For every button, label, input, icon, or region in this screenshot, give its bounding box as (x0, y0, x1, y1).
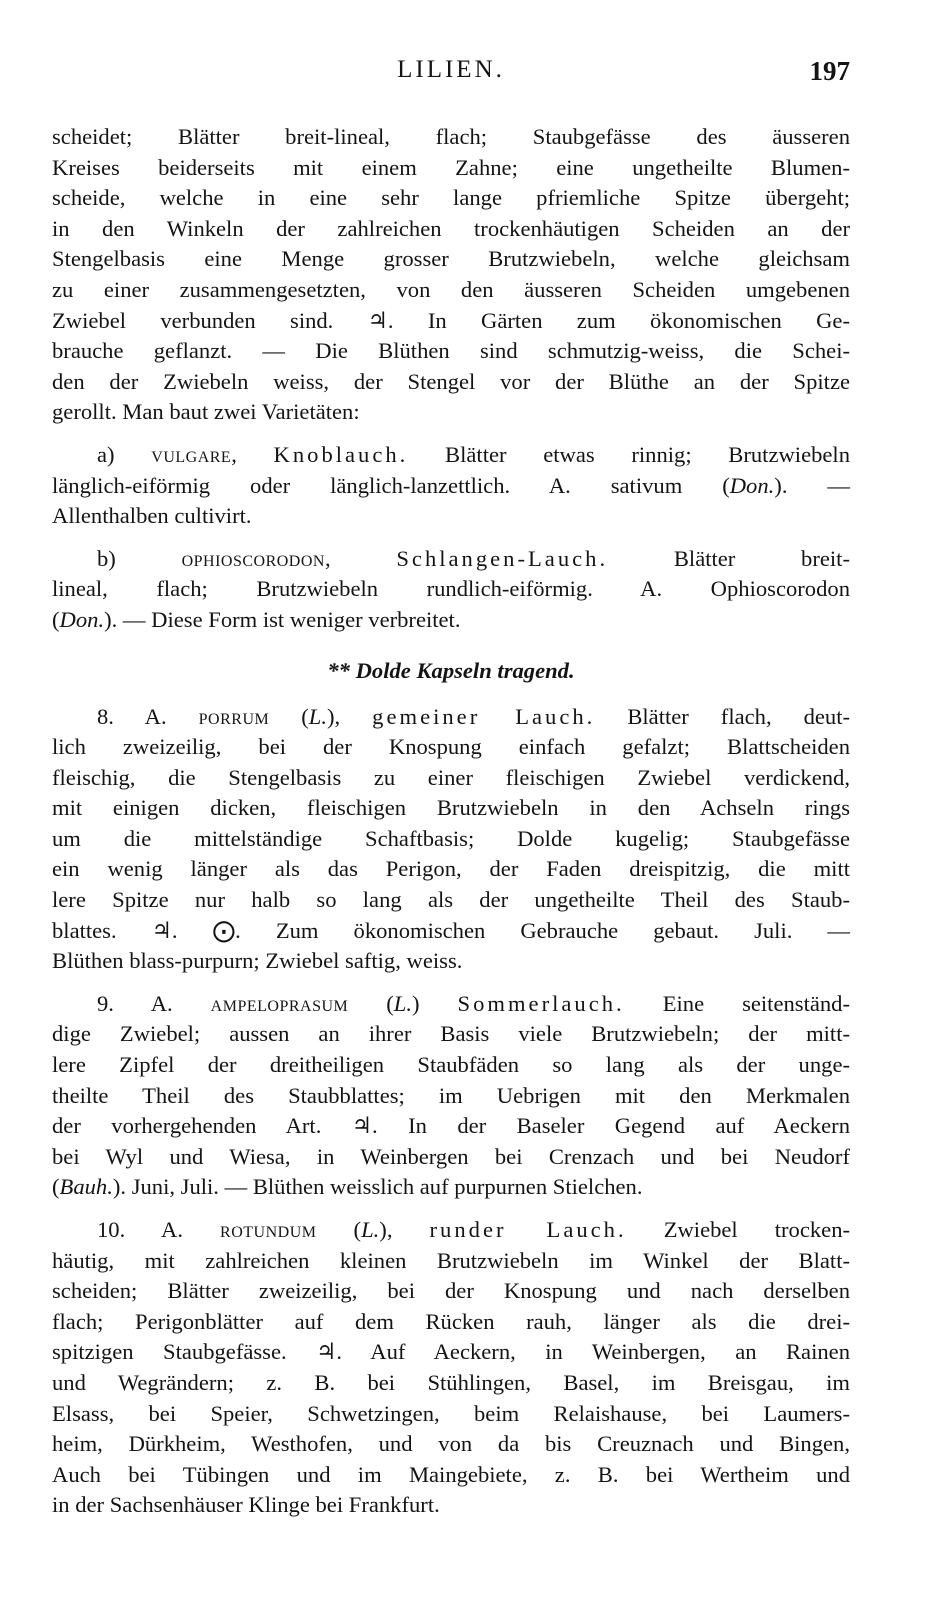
text-line: scheidet; Blätter breit-lineal, flach; Staubgefässe des äusseren (52, 124, 850, 149)
text-line: bei Wyl und Wiesa, in Weinbergen bei Crenzach und bei Neudorf (52, 1143, 850, 1169)
text-line (52, 605, 850, 636)
authority: Bauh. (59, 1174, 113, 1200)
text-line (52, 1215, 850, 1246)
text-run: ( (353, 1217, 362, 1242)
text-run: ( (301, 703, 309, 729)
common-name: runder Lauch. (429, 1217, 627, 1242)
text-line (52, 989, 850, 1020)
text-run: Blätter etwas rinnig; Brutzwiebeln (445, 441, 851, 467)
text-run: ( (386, 990, 394, 1016)
text-run: ), (379, 1217, 393, 1242)
text-line: Elsass, bei Speier, Schwetzingen, beim Relaishause, bei Laumers- (52, 1400, 850, 1426)
text-run: Zwiebel trocken- (663, 1217, 851, 1242)
text-line (52, 702, 850, 733)
authority: L. (308, 703, 327, 729)
text-line: scheiden; Blätter zweizeilig, bei der Knospung und nach derselben (52, 1278, 850, 1304)
text-line: mit einigen dicken, fleischigen Brutzwiebeln in den Achseln rings (52, 795, 850, 821)
page-body (52, 122, 850, 1521)
text-line: den der Zwiebeln weiss, der Stengel vor der Blüthe an der Spitze (52, 368, 850, 394)
text-line: Allenthalben cultivirt. (52, 503, 252, 529)
text-line: der vorhergehenden Art. ♃. In der Baseler Gegend auf Aeckern (52, 1113, 850, 1139)
variety-label: a) (97, 441, 115, 467)
text-line: gerollt. Man baut zwei Varietäten: (52, 399, 360, 425)
text-run: ). Juni, Juli. — Blüthen weisslich auf purpurnen Stielchen. (112, 1174, 643, 1200)
variety-name: ophioscorodon (181, 545, 325, 571)
text-line: theilte Theil des Staubblattes; im Uebrigen mit den Merkmalen (52, 1082, 850, 1108)
species-9-paragraph (52, 989, 850, 1203)
book-page (52, 56, 850, 1521)
species-8-paragraph (52, 702, 850, 977)
text-line: Stengelbasis eine Menge grosser Brutzwiebeln, welche gleichsam (52, 246, 850, 272)
species-number: 9. A. (97, 990, 173, 1016)
variety-b-paragraph (52, 544, 850, 636)
authority: L. (361, 1217, 380, 1242)
text-line: flach; Perigonblätter auf dem Rücken rauh, länger als die drei- (52, 1308, 850, 1334)
text-line: Kreises beiderseits mit einem Zahne; eine ungetheilte Blumen- (52, 154, 850, 180)
species-10-paragraph (52, 1215, 850, 1521)
text-line: zu einer zusammengesetzten, von den äusseren Scheiden umgebenen (52, 276, 850, 302)
text-line: blattes. ♃. ⨀. Zum ökonomischen Gebrauche gebaut. Juli. — (52, 917, 850, 943)
text-run: ( (52, 1174, 60, 1200)
text-line: b) ophioscorodon, Schlangen-Lauch. Blätter breit- (97, 545, 850, 571)
text-run: Eine seitenständ- (662, 990, 851, 1016)
text-line (52, 471, 850, 502)
text-line: heim, Dürkheim, Westhofen, und von da bis Creuznach und Bingen, (52, 1431, 850, 1457)
text-line: um die mittelständige Schaftbasis; Dolde kugelig; Staubgefässe (52, 825, 850, 851)
text-line: und Wegrändern; z. B. bei Stühlingen, Basel, im Breisgau, im (52, 1369, 850, 1395)
text-line: in den Winkeln der zahlreichen trockenhäutigen Scheiden an der (52, 215, 850, 241)
text-run: ) (412, 990, 420, 1016)
common-name: gemeiner Lauch. (372, 703, 596, 729)
variety-label: b) (97, 545, 116, 571)
text-line: Auch bei Tübingen und im Maingebiete, z. B. bei Wertheim und (52, 1461, 850, 1487)
text-line: Blüthen blass-purpurn; Zwiebel saftig, weiss. (52, 948, 463, 974)
text-run: Blätter flach, deut- (627, 703, 851, 729)
text-line: lich zweizeilig, bei der Knospung einfach gefalzt; Blattscheiden (52, 734, 850, 760)
common-name: Sommerlauch. (457, 990, 625, 1016)
variety-name: vulgare (151, 441, 232, 467)
page-header (52, 56, 850, 96)
continuation-paragraph (52, 122, 850, 428)
text-line: fleischig, die Stengelbasis zu einer fleischigen Zwiebel verdickend, (52, 764, 850, 790)
text-line: in der Sachsenhäuser Klinge bei Frankfurt. (52, 1492, 440, 1518)
text-line: lineal, flach; Brutzwiebeln rundlich-eiförmig. A. Ophioscorodon (52, 576, 850, 602)
text-line: häutig, mit zahlreichen kleinen Brutzwiebeln im Winkel der Blatt- (52, 1247, 850, 1273)
text-run: ( (52, 606, 60, 632)
authority: Don. (729, 472, 775, 498)
authority: Don. (59, 606, 105, 632)
text-run: länglich-eiförmig oder länglich-lanzettlich. A. sativum ( (52, 472, 730, 498)
text-line (52, 1172, 850, 1203)
species-number: 8. A. (97, 703, 167, 729)
text-line: brauche geflanzt. — Die Blüthen sind schmutzig-weiss, die Schei- (52, 338, 850, 364)
authority: L. (393, 990, 413, 1016)
text-line: lere Zipfel der dreitheiligen Staubfäden so lang als der unge- (52, 1052, 850, 1078)
section-heading: ** Dolde Kapseln tragend. (327, 657, 575, 683)
text-line: Zwiebel verbunden sind. ♃. In Gärten zum ökonomischen Ge- (52, 307, 850, 333)
text-run: ), (326, 703, 341, 729)
text-line: ein wenig länger als das Perigon, der Faden dreispitzig, die mitt (52, 856, 850, 882)
common-name: Knoblauch. (273, 441, 409, 467)
text-run: Blätter breit- (673, 545, 850, 571)
species-name: rotundum (220, 1217, 317, 1242)
text-line: spitzigen Staubgefässe. ♃. Auf Aeckern, in Weinbergen, an Rainen (52, 1339, 850, 1365)
text-line: lere Spitze nur halb so lang als der ungetheilte Theil des Staub- (52, 887, 850, 913)
text-line: a) vulgare, Knoblauch. Blätter etwas rinnig; Brutzwiebeln (97, 441, 851, 467)
text-line: scheide, welche in eine sehr lange pfriemliche Spitze übergeht; (52, 185, 850, 211)
species-name: porrum (198, 703, 270, 729)
species-number: 10. A. (97, 1217, 183, 1242)
text-run: ). — Diese Form ist weniger verbreitet. (104, 606, 461, 632)
text-line: dige Zwiebel; aussen an ihrer Basis viele Brutzwiebeln; der mitt- (52, 1021, 850, 1047)
variety-a-paragraph (52, 440, 850, 532)
running-head: LILIEN. (397, 56, 505, 83)
species-name: ampeloprasum (210, 990, 349, 1016)
common-name: Schlangen-Lauch. (396, 545, 609, 571)
text-run: ). — (774, 472, 850, 498)
page-number: 197 (809, 56, 850, 86)
